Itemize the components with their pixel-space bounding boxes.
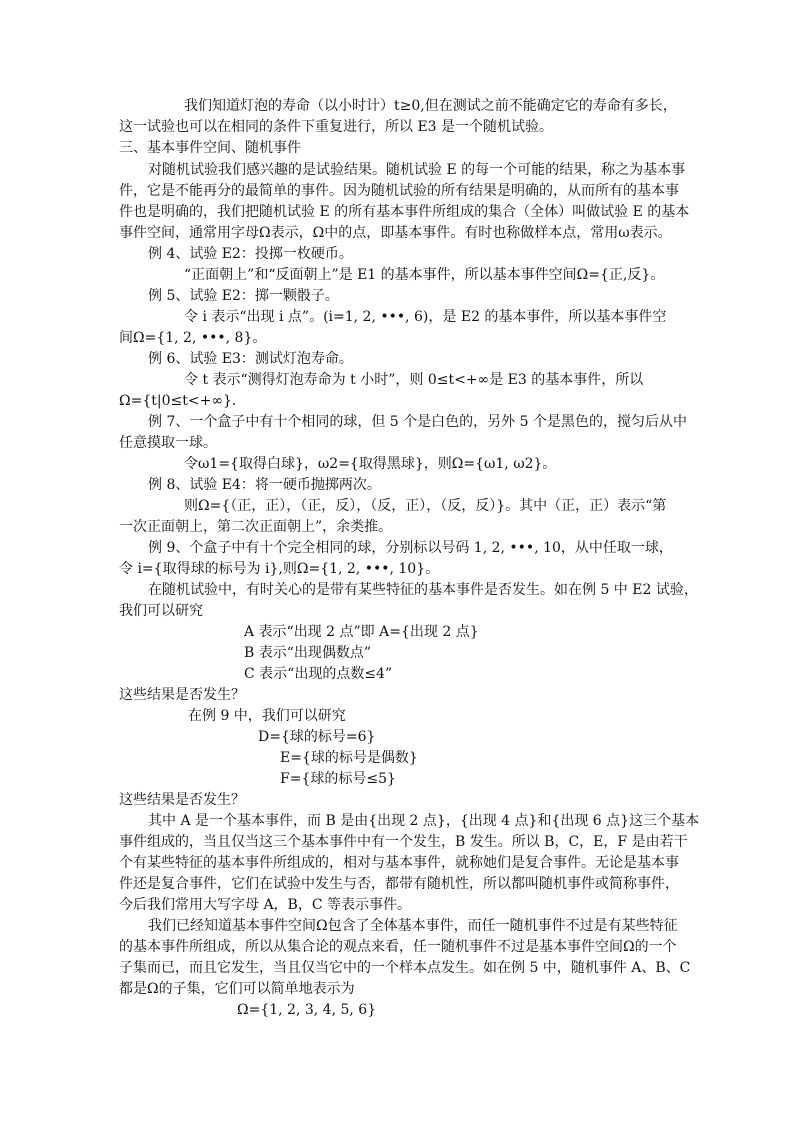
text-line: C 表示“出现的点数≤4” [244,666,393,682]
section-heading: 三、基本事件空间、随机事件 [119,140,301,156]
text-line: 的基本事件所组成，所以从集合论的观点来看，任一随机事件不过是基本事件空间Ω的一个 [119,939,677,955]
text-line: 对随机试验我们感兴趣的是试验结果。随机试验 E 的每一个可能的结果，称之为基本事 [148,162,686,178]
text-line: 令ω1={取得白球}，ω2={取得黑球}，则Ω={ω1, ω2}。 [184,456,557,472]
formula-line: Ω={1, 2, 3, 4, 5, 6} [237,1002,377,1018]
text-line: 则Ω={（正，正），（正，反），（反，正），（反，反）}。其中（正，正）表示“第 [184,498,667,514]
text-line: B 表示“出现偶数点” [244,645,372,661]
text-line: Ω={t|0≤t<+∞}. [119,393,237,409]
text-line: 件还是复合事件，它们在试验中发生与否，都带有随机性，所以都叫随机事件或简称事件， [119,876,679,892]
text-line: 事件空间，通常用字母Ω表示，Ω中的点，即基本事件。有时也称做样本点，常用ω表示。 [119,225,672,241]
text-line: E={球的标号是偶数} [280,750,418,766]
text-line: D={球的标号=6} [258,729,376,745]
text-line: 今后我们常用大写字母 A，B，C 等表示事件。 [119,897,412,913]
text-line: 个有某些特征的基本事件所组成的，相对与基本事件，就称她们是复合事件。无论是基本事 [119,855,679,871]
text-line: 令 t 表示“测得灯泡寿命为 t 小时”，则 0≤t<+∞是 E3 的基本事件，所以 [184,372,644,388]
text-line: 件也是明确的，我们把随机试验 E 的所有基本事件所组成的集合（全体）叫做试验 E 的基本 [119,204,690,220]
text-line: “正面朝上”和“反面朝上”是 E1 的基本事件，所以基本事件空间Ω={正,反}。 [184,267,665,283]
example-title: 例 9、个盒子中有十个完全相同的球，分别标以号码 1, 2, •••, 10，从中任取一球， [148,540,673,556]
example-title: 例 4、试验 E2：投掷一枚硬币。 [148,246,353,262]
example-title: 例 8、试验 E4：将一硬币抛掷两次。 [148,477,381,493]
text-line: 件，它是不能再分的最简单的事件。因为随机试验的所有结果是明确的，从而所有的基本事 [119,183,679,199]
text-line: A 表示“出现 2 点”即 A={出现 2 点} [244,624,479,640]
text-line: 其中 A 是一个基本事件，而 B 是由{出现 2 点}，{出现 4 点}和{出现 6 点}这三个基本 [148,813,700,829]
text-line: 任意摸取一球。 [119,435,217,451]
text-line: 这一试验也可以在相同的条件下重复进行，所以 E3 是一个随机试验。 [119,119,554,135]
text-line: 子集而已，而且它发生，当且仅当它中的一个样本点发生。如在例 5 中，随机事件 A、B、C [119,960,691,976]
example-title: 例 6、试验 E3：测试灯泡寿命。 [148,351,353,367]
text-line: 在随机试验中，有时关心的是带有某些特征的基本事件是否发生。如在例 5 中 E2 试验， [148,582,698,598]
text-line: F={球的标号≤5} [280,771,396,787]
text-line: 令 i 表示“出现 i 点”。(i=1, 2, •••, 6)，是 E2 的基本事件，所以基本事件空 [184,309,667,325]
text-line: 一次正面朝上，第二次正面朝上”，余类推。 [119,519,393,535]
example-title: 例 7、一个盒子中有十个相同的球，但 5 个是白色的，另外 5 个是黑色的，搅匀后从中 [148,414,687,430]
question-line: 这些结果是否发生？ [119,792,245,808]
text-line: 在例 9 中，我们可以研究 [188,708,346,724]
text-line: 我们可以研究 [119,603,203,619]
example-title: 例 5、试验 E2：掷一颗骰子。 [148,288,339,304]
text-line: 令 i={取得球的标号为 i},则Ω={1, 2, •••, 10}。 [119,561,440,577]
text-line: 间Ω={1, 2, •••, 8}。 [119,330,267,346]
text-line: 我们已经知道基本事件空间Ω包含了全体基本事件，而任一随机事件不过是有某些特征 [148,918,678,934]
text-line: 我们知道灯泡的寿命（以小时计）t≥0,但在测试之前不能确定它的寿命有多长， [184,98,677,114]
question-line: 这些结果是否发生？ [119,687,245,703]
text-line: 事件组成的，当且仅当这三个基本事件中有一个发生，B 发生。所以 B，C，E，F 是由若干 [119,834,688,850]
text-line: 都是Ω的子集，它们可以简单地表示为 [119,981,355,997]
